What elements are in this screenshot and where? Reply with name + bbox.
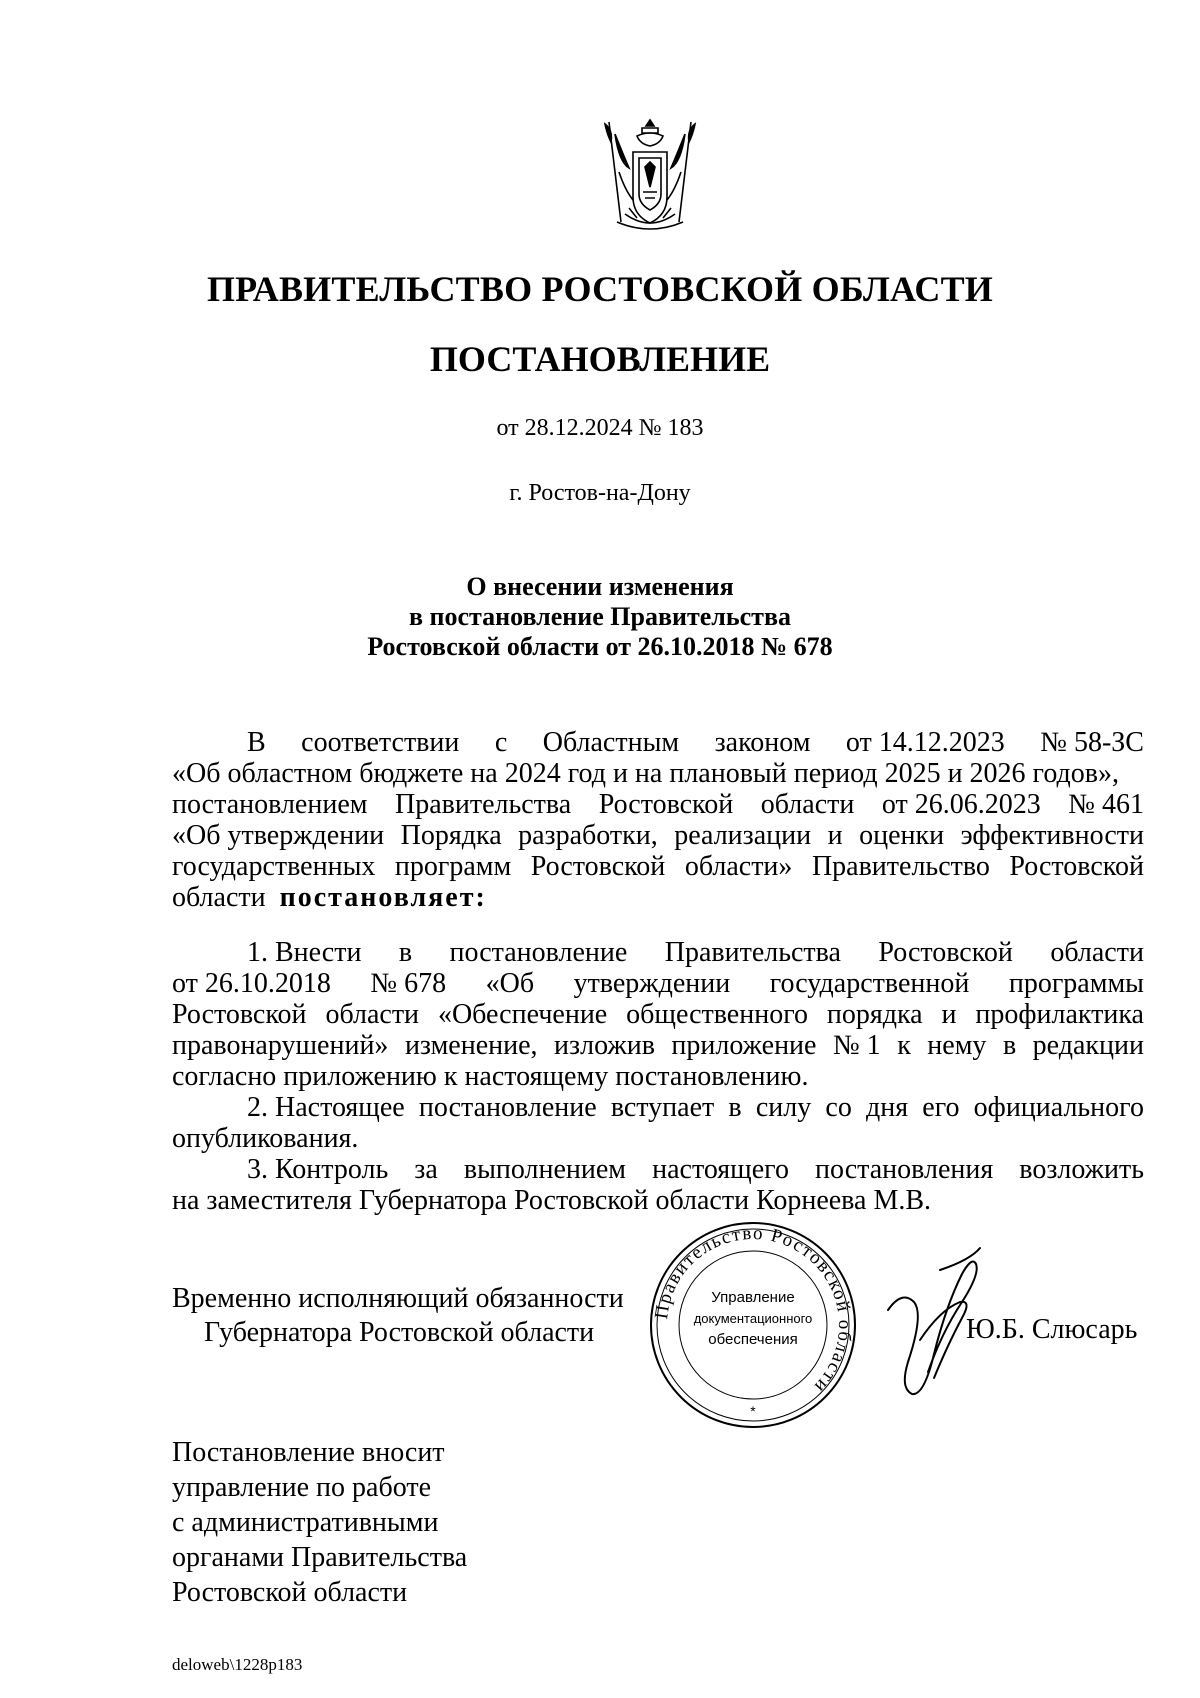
text-line: «Об утверждении Порядка разработки, реализации и оценки эффективности — [172, 820, 1144, 851]
text-line: опубликования. — [172, 1123, 359, 1154]
text-line: 1. Внести в постановление Правительства Ростовской области — [247, 937, 1144, 968]
introduced-line: органами Правительства — [172, 1542, 468, 1573]
document-city: г. Ростов-на-Дону — [509, 480, 691, 506]
official-seal — [648, 1220, 858, 1430]
signer-position — [172, 1282, 624, 1350]
document-date-number: от 28.12.2024 № 183 — [496, 415, 704, 441]
rostov-oblast-coat-of-arms-icon — [595, 112, 705, 237]
introduced-line: с административными — [172, 1507, 439, 1538]
preamble-paragraph — [172, 727, 1144, 913]
text-line: В соответствии с Областным законом от 14.12.2023 № 58-ЗС — [247, 727, 1144, 758]
decree-keyword: постановляет: — [279, 882, 487, 913]
text-line: правонарушений» изменение, изложив приложение № 1 к нему в редакции — [172, 1030, 1144, 1061]
text-line: 3. Контроль за выполнением настоящего постановления возложить — [247, 1154, 1144, 1185]
text-line: постановлением Правительства Ростовской области от 26.06.2023 № 461 — [172, 789, 1144, 820]
subject-line: в постановление Правительства — [408, 602, 791, 631]
document-type: ПОСТАНОВЛЕНИЕ — [429, 339, 771, 379]
seal-star: * — [750, 1403, 756, 1419]
text-line: от 26.10.2018 № 678 «Об утверждении государственной программы — [172, 968, 1144, 999]
text-line: Ростовской области «Обеспечение общественного порядка и профилактика — [172, 999, 1144, 1030]
text-line: на заместителя Губернатора Ростовской области Корнеева М.В. — [172, 1185, 932, 1216]
introduced-line: Постановление вносит — [172, 1437, 445, 1468]
signer-name: Ю.Б. Слюсарь — [966, 1314, 1138, 1345]
signer-position-line: Губернатора Ростовской области — [204, 1317, 595, 1348]
text-line: области постановляет: — [172, 882, 487, 913]
seal-inner-text: обеспечения — [708, 1331, 798, 1348]
signer-position-line: Временно исполняющий обязанности — [172, 1283, 624, 1314]
government-title: ПРАВИТЕЛЬСТВО РОСТОВСКОЙ ОБЛАСТИ — [206, 269, 994, 309]
decree-items — [172, 937, 1144, 1216]
seal-outer-text: Правительство Ростовской области — [651, 1222, 856, 1398]
seal-inner-text: документационного — [693, 1311, 813, 1326]
subject-line: Ростовской области от 26.10.2018 № 678 — [367, 632, 833, 661]
document-file-code: deloweb\1228p183 — [172, 1655, 303, 1674]
introduced-by-note — [172, 1435, 467, 1610]
seal-inner-text: Управление — [711, 1289, 795, 1306]
text-line: «Об областном бюджете на 2024 год и на плановый период 2025 и 2026 годов», — [172, 758, 1119, 789]
text-line: согласно приложению к настоящему постановлению. — [172, 1061, 809, 1092]
text-line: 2. Настоящее постановление вступает в силу со дня его официального — [247, 1092, 1144, 1123]
introduced-line: Ростовской области — [172, 1577, 408, 1608]
text-line: государственных программ Ростовской области» Правительство Ростовской — [172, 851, 1144, 882]
subject-line: О внесении изменения — [466, 572, 734, 601]
introduced-line: управление по работе — [172, 1472, 432, 1503]
document-subject — [0, 572, 1200, 662]
